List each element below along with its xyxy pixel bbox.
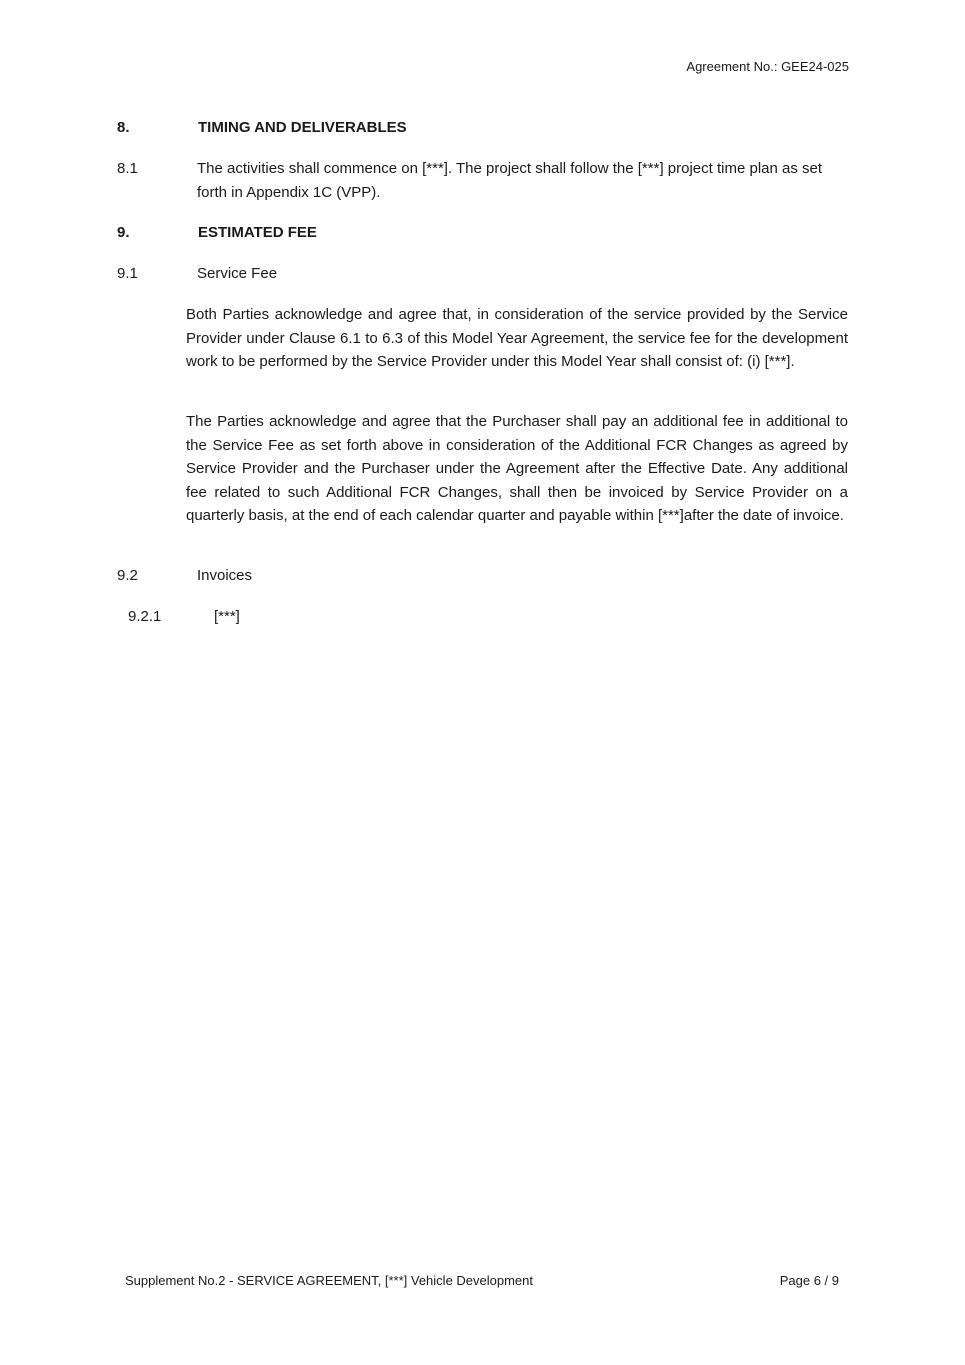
clause-9-2-1-text: [***] (214, 608, 240, 625)
clause-9-2-number: 9.2 (117, 567, 138, 584)
service-fee-paragraph-1: Both Parties acknowledge and agree that, in consideration of the service provided by the Service Provider under Clause 6.1 to 6.3 of this Model Year Agreement, the service fee for the development work to be performed by the Service Provider under this Model Year shall consist of: (i) [***]. (186, 306, 848, 370)
section-8-title: TIMING AND DELIVERABLES (198, 119, 407, 136)
agreement-number: Agreement No.: GEE24-025 (686, 59, 849, 74)
clause-9-2-title: Invoices (197, 567, 253, 584)
section-8-number: 8. (117, 119, 130, 136)
section-9-title: ESTIMATED FEE (198, 224, 317, 241)
clause-9-1-number: 9.1 (117, 265, 138, 282)
footer-title: Supplement No.2 - SERVICE AGREEMENT, [***] Vehicle Development (125, 1273, 534, 1288)
section-9-number: 9. (117, 224, 130, 241)
clause-9-2-1-number: 9.2.1 (128, 608, 162, 625)
clause-8-1-text: The activities shall commence on [***]. The project shall follow the [***] project time plan as set forth in Appendix 1C (VPP). (197, 160, 823, 201)
clause-9-1-title: Service Fee (197, 265, 278, 282)
page-number: Page 6 / 9 (779, 1273, 839, 1288)
clause-8-1-number: 8.1 (117, 160, 138, 177)
service-fee-paragraph-2: The Parties acknowledge and agree that the Purchaser shall pay an additional fee in additional to the Service Fee as set forth above in consideration of the Additional FCR Changes as agreed by Service Provider and the Purchaser under the Agreement after the Effective Date. Any additional fee related to such Additional FCR Changes, shall then be invoiced by Service Provider on a quarterly basis, at the end of each calendar quarter and payable within [***]after the date of invoice. (186, 413, 848, 524)
